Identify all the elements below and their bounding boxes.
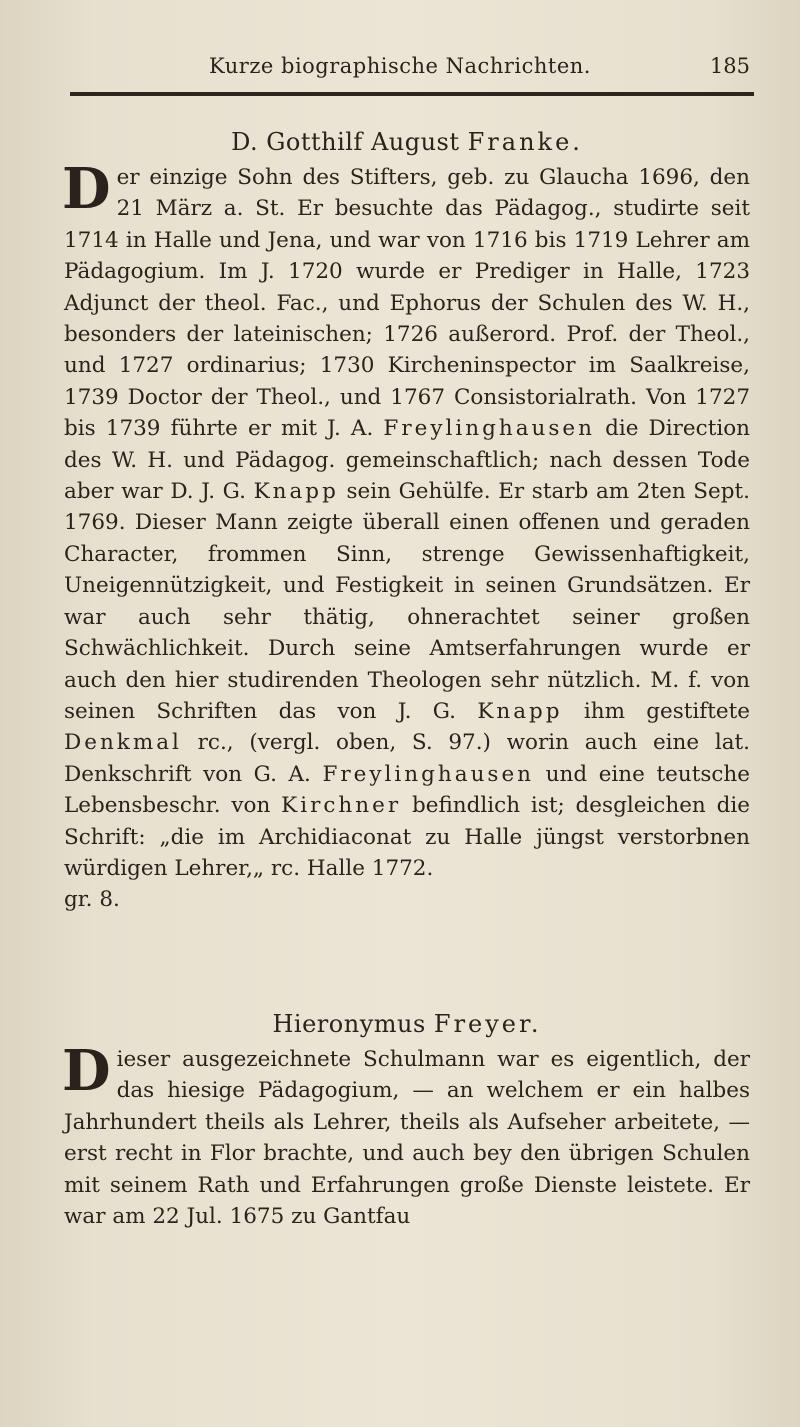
body-text: die Direction des W. H. und Pädagog. gemeinschaftlich; nach dessen Tode aber war D. J. G.: [64, 416, 750, 505]
entry-heading: [64, 128, 750, 156]
running-title: Kurze biographische Nachrichten.: [209, 54, 591, 78]
spaced-name: Freylinghausen: [383, 416, 595, 442]
entry-body: [62, 156, 750, 884]
heading-name: Franke.: [467, 128, 583, 156]
entry-franke: [64, 128, 750, 915]
body-text: und eine teutsche Lebensbeschr. von: [64, 761, 750, 819]
spaced-name: Knapp: [253, 479, 339, 505]
format-note: gr. 8.: [64, 887, 120, 913]
spaced-name: Denkmal: [64, 730, 182, 756]
entry-heading: [64, 1010, 750, 1038]
body-text: ieser ausgezeichnete Schulmann war es eigentlich, der das hiesige Pädagogium, — an welchem er ein halbes Jahrhundert theils als Lehrer, theils als Aufseher arbeitete, — erst recht in Flor brachte, und auch bey den übrigen Schulen mit seinem Rath und Erfahrungen große Dienste leistete. Er war am 22 Jul. 1675 zu Gantfau: [64, 1047, 750, 1230]
spaced-name: Knapp: [477, 698, 563, 724]
heading-prefix: D. Gotthilf August: [231, 128, 460, 156]
body-text: er einzige Sohn des Stifters, geb. zu Glaucha 1696, den 21 März a. St. Er besuchte das Pädagog., studirte seit 1714 in Halle und Jena, und war von 1716 bis 1719 Lehrer am Pädagogium. Im J. 1720 wurde er Prediger in Halle, 1723 Adjunct der theol. Fac., und Ephorus der Schulen des W. H., besonders der lateinischen; 1726 außerord. Prof. der Theol., und 1727 ordinarius; 1730 Kircheninspector im Saalkreise, 1739 Doctor der Theol., und 1767 Consistorialrath. Von 1727 bis 1739 führte er mit J. A.: [64, 165, 750, 442]
body-text: rc., (vergl. oben, S. 97.) worin auch eine lat. Denkschrift von G. A.: [64, 730, 750, 787]
drop-cap: D: [62, 1038, 111, 1104]
entry-body: [62, 1038, 750, 1232]
heading-prefix: Hieronymus: [272, 1010, 426, 1038]
spaced-name: Freylinghausen: [322, 761, 535, 787]
drop-cap: D: [62, 156, 111, 222]
body-text: befindlich ist; desgleichen die Schrift: „die im Archidiaconat zu Halle jüngst verstorbnen würdigen Lehrer,„ rc. Halle 1772.: [64, 793, 750, 881]
body-text: sein Gehülfe. Er starb am 2ten Sept. 1769. Dieser Mann zeigte überall einen offenen und geraden Character, frommen Sinn, strenge Gewissenhaftigkeit, Uneigennützigkeit, und Festigkeit in seinen Grundsätzen. Er war auch sehr thätig, ohnerachtet seiner großen Schwächlichkeit. Durch seine Amtserfahrungen wurde er auch den hier studirenden Theologen sehr nützlich. M. f. von seinen Schriften das von J. G.: [64, 479, 750, 724]
entry-freyer: [64, 1010, 750, 1232]
header-rule: [70, 92, 754, 96]
running-head: [40, 54, 760, 84]
heading-name: Freyer.: [433, 1010, 542, 1038]
spaced-name: Kirchner: [281, 793, 402, 819]
page-number: 185: [709, 54, 750, 78]
body-text: ihm gestiftete: [583, 698, 750, 724]
